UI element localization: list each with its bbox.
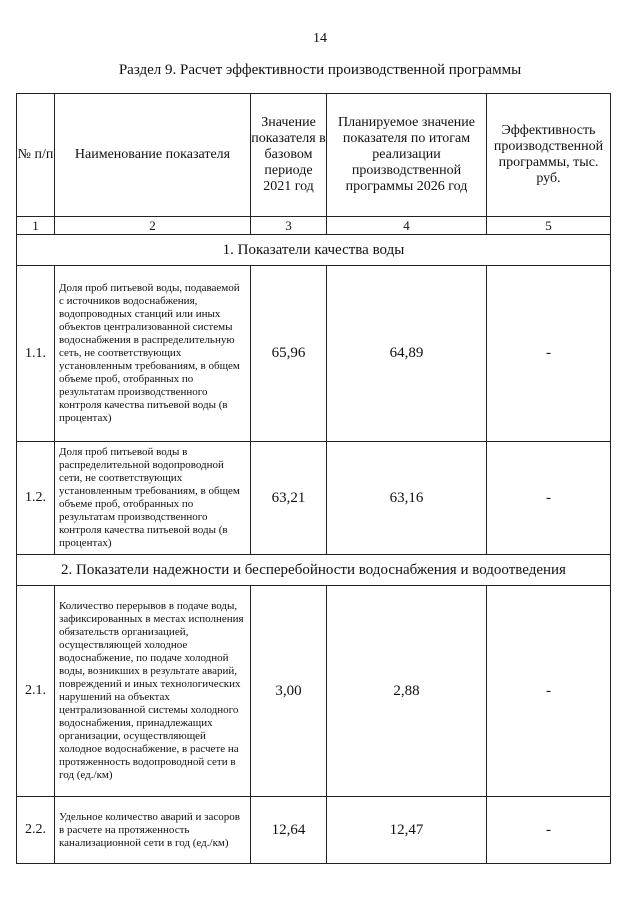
- column-number-row: [17, 217, 611, 235]
- column-number: 2: [55, 217, 251, 235]
- header-base-value: Значение показателя в базовом периоде 2021 год: [251, 94, 327, 217]
- section-heading: 1. Показатели качества воды: [17, 235, 611, 266]
- section-heading-row: [17, 555, 611, 586]
- table-row: [17, 797, 611, 864]
- section-heading-row: [17, 235, 611, 266]
- row-index: 1.1.: [17, 266, 55, 442]
- table-row: [17, 586, 611, 797]
- planned-value: 2,88: [327, 586, 487, 797]
- base-value: 3,00: [251, 586, 327, 797]
- header-efficiency: Эффективность производственной программы, тыс. руб.: [487, 94, 611, 217]
- indicator-name: Количество перерывов в подаче воды, зафиксированных в местах исполнения обязательств организацией, осуществляющей холодное водоснабжение, по подаче холодной воды, возникших в результате аварий, повреждений и иных технологических нарушений на объектах централизованной системы холодного водоснабжения, принадлежащих организации, осуществляющей холодное водоснабжение, в расчете на протяженность водопроводной сети в год (ед./км): [55, 586, 251, 797]
- row-index: 1.2.: [17, 442, 55, 555]
- base-value: 63,21: [251, 442, 327, 555]
- base-value: 65,96: [251, 266, 327, 442]
- indicator-name: Удельное количество аварий и засоров в расчете на протяженность канализационной сети в год (ед./км): [55, 797, 251, 864]
- efficiency-value: -: [487, 266, 611, 442]
- planned-value: 12,47: [327, 797, 487, 864]
- efficiency-value: -: [487, 442, 611, 555]
- column-number: 1: [17, 217, 55, 235]
- efficiency-value: -: [487, 586, 611, 797]
- table-header-row: [17, 94, 611, 217]
- row-index: 2.2.: [17, 797, 55, 864]
- efficiency-table: [16, 93, 611, 864]
- header-number: № п/п: [17, 94, 55, 217]
- planned-value: 64,89: [327, 266, 487, 442]
- section-title: Раздел 9. Расчет эффективности производственной программы: [118, 62, 522, 78]
- indicator-name: Доля проб питьевой воды, подаваемой с источников водоснабжения, водопроводных станций или иных объектов централизованной системы водоснабжения в распределительную сеть, не соответствующих установленным требованиям, в общем объеме проб, отобранных по результатам производственного контроля качества питьевой воды (в процентах): [55, 266, 251, 442]
- header-planned-value: Планируемое значение показателя по итогам реализации производственной программы 2026 год: [327, 94, 487, 217]
- column-number: 5: [487, 217, 611, 235]
- column-number: 4: [327, 217, 487, 235]
- table-row: [17, 266, 611, 442]
- section-heading: 2. Показатели надежности и бесперебойности водоснабжения и водоотведения: [17, 555, 611, 586]
- row-index: 2.1.: [17, 586, 55, 797]
- table-row: [17, 442, 611, 555]
- header-indicator-name: Наименование показателя: [55, 94, 251, 217]
- base-value: 12,64: [251, 797, 327, 864]
- efficiency-value: -: [487, 797, 611, 864]
- page-number: 14: [313, 31, 327, 46]
- column-number: 3: [251, 217, 327, 235]
- planned-value: 63,16: [327, 442, 487, 555]
- indicator-name: Доля проб питьевой воды в распределительной водопроводной сети, не соответствующих установленным требованиям, в общем объеме проб, отобранных по результатам производственного контроля качества питьевой воды (в процентах): [55, 442, 251, 555]
